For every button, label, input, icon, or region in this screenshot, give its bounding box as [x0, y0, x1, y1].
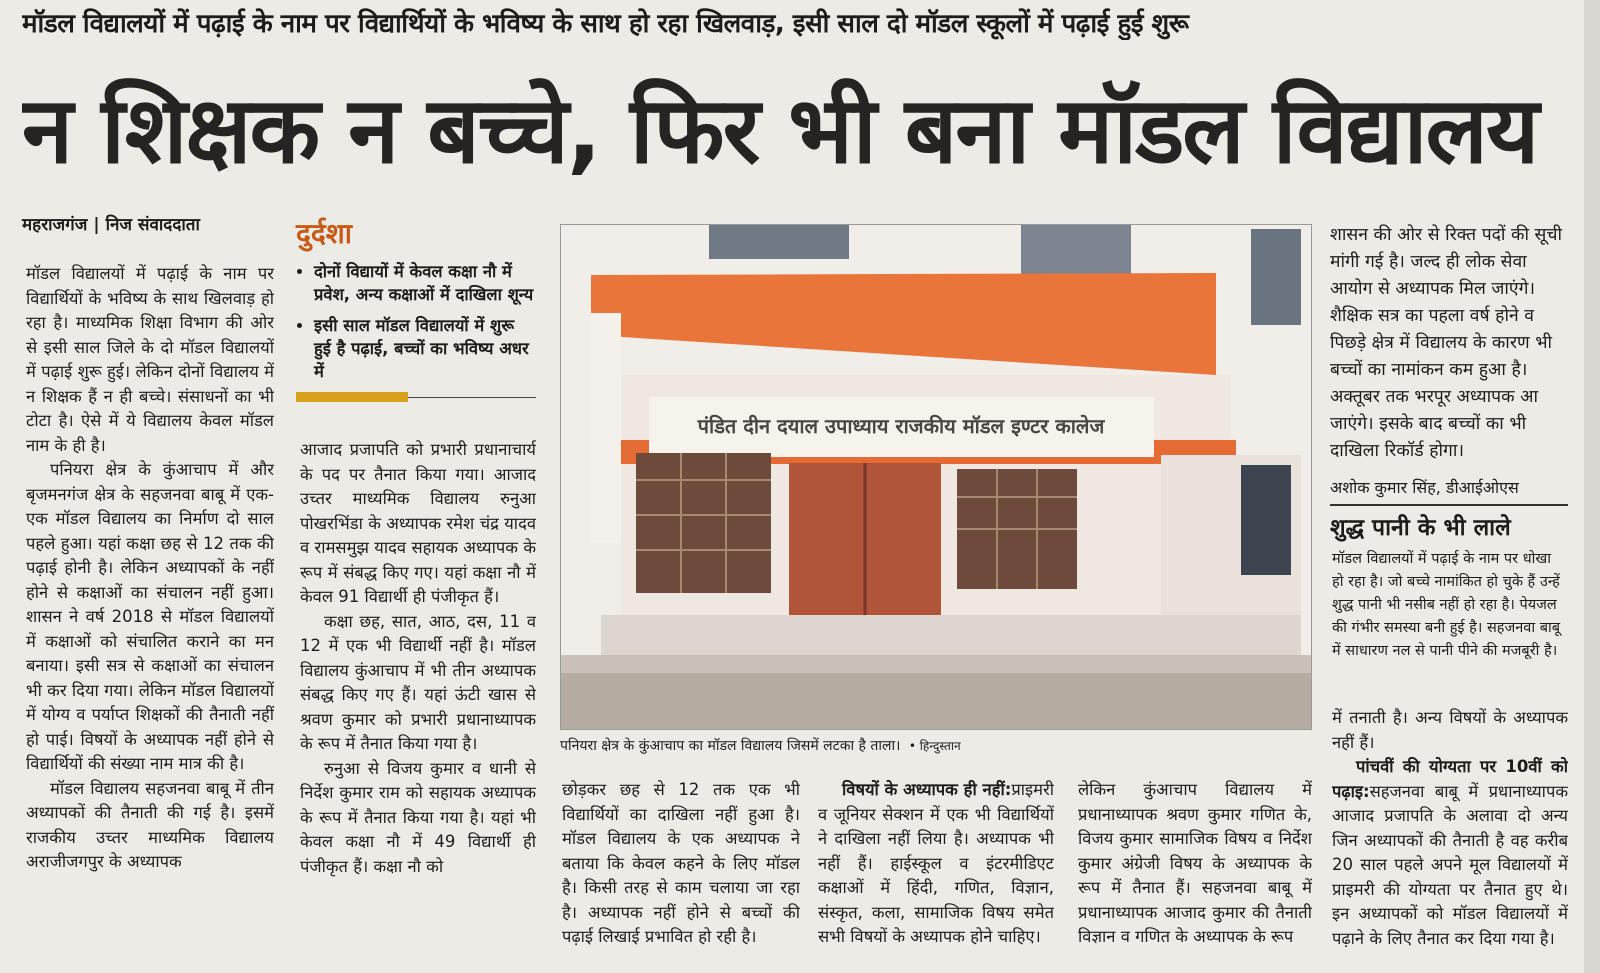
inline-subhead: पांचवीं की योग्यता पर 10वीं को पढ़ाइ: — [1332, 757, 1568, 801]
paragraph — [1332, 755, 1568, 951]
highlight-item: • दोनों विद्यायों में केवल कक्षा नौ में प्रवेश, अन्य कक्षाओं में दाखिला शून्य — [314, 260, 536, 306]
highlights-list — [296, 260, 536, 383]
byline-divider: | — [93, 215, 100, 235]
article-column-2 — [300, 438, 536, 963]
highlights-box — [296, 214, 536, 403]
photo-credit: • हिन्दुस्तान — [908, 739, 961, 753]
article-column-5 — [1078, 778, 1312, 963]
byline — [22, 212, 200, 235]
highlights-title: दुर्दशा — [296, 217, 353, 250]
byline-place: महराजगंज — [22, 215, 88, 235]
sidebox-title: शुद्ध पानी के भी लाले — [1330, 515, 1511, 541]
article-column-4 — [818, 778, 1054, 963]
paragraph: पनियरा क्षेत्र के कुंआचाप में और बृजमनगंज क्षेत्र के सहजनवा बाबू में एक-एक मॉडल विद्यालय का निर्माण दो साल पहले हुआ। यहां कक्षा छह से 12 तक की पढ़ाई होनी है। लेकिन अध्यापकों के नहीं होने से कक्षाओं का संचालन नहीं हुआ। शासन ने वर्ष 2018 से मॉडल विद्यालयों में कक्षाओं को संचालित कराने का मन बनाया। इसी सत्र से कक्षाओं का संचालन भी कर दिया गया। लेकिन मॉडल विद्यालयों में योग्य व पर्याप्त शिक्षकों की तैनाती नहीं हो पाई। विषयों के अध्यापक नहीं होने से विद्यार्थियों की संख्या नाम मात्र की है। — [26, 460, 274, 773]
paragraph — [818, 778, 1054, 950]
paragraph: में तनाती है। अन्य विषयों के अध्यापक नहीं हैं। — [1332, 708, 1568, 752]
paragraph: कक्षा छह, सात, आठ, दस, 11 व 12 में एक भी विद्यार्थी नहीं है। मॉडल विद्यालय कुंआचाप में भी तीन अध्यापक संबद्ध किए गए हैं। यहां ऊंटी खास से श्रवण कुमार को प्रभारी प्रधानाध्यापक के रूप में तैनात किया गया है। — [300, 611, 536, 753]
main-headline: न शिक्षक न बच्चे, फिर भी बना मॉडल विद्यालय — [22, 77, 1538, 184]
paragraph-text: सहजनवा बाबू में प्रधानाध्यापक आजाद प्रजापति के अलावा दो अन्य जिन अध्यापकों की तैनाती है वह करीब 20 साल पहले अपने मूल विद्यालयों में प्राइमरी की योग्यता पर तैनात हुए थे। इन अध्यापकों को मॉडल विद्यालयों में पढ़ाने के लिए तैनात कर दिया गया है। — [1332, 781, 1568, 948]
paragraph: आजाद प्रजापति को प्रभारी प्रधानाचार्य के पद पर तैनात किया गया। आजाद उच्तर माध्यमिक विद्यालय रुनुआ पोखरभिंडा के अध्यापक रमेश चंद्र यादव व रामसमुझ यादव सहायक अध्यापक के रूप में संबद्ध किए गए। यहां कक्षा नौ में केवल 91 विद्यार्थी ही पंजीकृत हैं। — [300, 440, 536, 606]
photo-caption — [560, 736, 1310, 755]
inline-subhead: विषयों के अध्यापक ही नहीं: — [842, 780, 1012, 799]
paragraph-text: प्राइमरी व जूनियर सेक्शन में एक भी विद्यार्थियों ने दाखिला नहीं लिया है। अध्यापक भी नहीं हैं। हाईस्कूल व इंटरमीडिएट कक्षाओं में हिंदी, गणित, विज्ञान, संस्कृत, कला, सामाजिक विषय समेत सभी विषयों के अध्यापक होने चाहिए। — [818, 780, 1054, 946]
paragraph: मॉडल विद्यालय सहजनवा बाबू में तीन अध्यापकों की तैनाती की गई है। इसमें राजकीय उच्तर माध्यमिक विद्यालय अराजीजगपुर के अध्यापक — [26, 778, 274, 871]
paragraph: लेकिन कुंआचाप विद्यालय में प्रधानाध्यापक श्रवण कुमार गणित के, विजय कुमार सामाजिक विषय व निर्देश कुमार अंग्रेजी विषय के अध्यापक के रूप में तैनात हैं। सहजनवा बाबू में प्रधानाध्यापक आजाद कुमार की तैनाती विज्ञान व गणित के अध्यापक के रूप — [1078, 780, 1312, 946]
highlights-divider — [296, 391, 536, 403]
school-building-photo — [560, 224, 1312, 730]
page-edge — [1584, 0, 1600, 973]
sidebox-text: मॉडल विद्यालयों में पढ़ाई के नाम पर धोखा हो रहा है। जो बच्चे नामांकित हो चुके हैं उन्हें शुद्ध पानी भी नसीब नहीं हो रहा है। पेयजल की गंभीर समस्या बनी हुई है। सहजनवा बाबू में साधारण नल से पानी पीने की मजबूरी है। — [1332, 551, 1561, 659]
byline-reporter: निज संवाददाता — [105, 215, 200, 235]
signboard-text: पंडित दीन दयाल उपाध्याय राजकीय मॉडल इण्टर कालेज — [697, 414, 1105, 438]
article-column-6: शासन की ओर से रिक्त पदों की सूची मांगी गई है। जल्द ही लोक सेवा आयोग से अध्यापक मिल जाएंगे। शैक्षिक सत्र का पहला वर्ष होने व पिछड़े क्षेत्र में विद्यालय के कारण भी बच्चों का नामांकन कम हुआ है। अक्तूबर तक भरपूर अध्यापक आ जाएंगे। इसके बाद बच्चों का भी दाखिला रिकॉर्ड होगा। — [1330, 225, 1563, 461]
article-column-7 — [1332, 706, 1568, 966]
paragraph: रुनुआ से विजय कुमार व धानी से निर्देश कुमार राम को सहायक अध्यापक के रूप में तैनात किया गया है। यहां भी केवल कक्षा नौ में 49 विद्यार्थी ही पंजीकृत हैं। कक्षा नौ को — [300, 758, 536, 876]
article-column-1 — [26, 262, 274, 962]
article-column-3 — [562, 778, 800, 963]
official-quote-signature — [1330, 476, 1568, 506]
highlight-item: • इसी साल मॉडल विद्यालयों में शुरू हुई है पढ़ाई, बच्चों का भविष्य अधर में — [314, 314, 536, 383]
paragraph: मॉडल विद्यालयों में पढ़ाई के नाम पर विद्यार्थियों के भविष्य के साथ खिलवाड़ हो रहा है। माध्यमिक शिक्षा विभाग की ओर से इसी साल जिले के दो मॉडल विद्यालयों में पढ़ाई शुरू हुई। लेकिन दोनों विद्यालय में न शिक्षक हैं न ही बच्चे। संसाधनों का भी टोटा है। ऐसे में ये विद्यालय केवल मॉडल नाम के ही है। — [26, 264, 274, 455]
official-designation: डीआईओएस — [1445, 478, 1519, 497]
caption-text: पनियरा क्षेत्र के कुंआचाप का मॉडल विद्यालय जिसमें लटका है ताला। — [560, 738, 901, 754]
kicker-headline: मॉडल विद्यालयों में पढ़ाई के नाम पर विद्यार्थियों के भविष्य के साथ हो रहा खिलवाड़, इसी साल दो मॉडल स्कूलों में पढ़ाई हुई शुरू — [22, 9, 1189, 39]
official-name: अशोक कुमार सिंह, — [1330, 478, 1441, 497]
paragraph: छोड़कर छह से 12 तक एक भी विद्यार्थियों का दाखिला नहीं हुआ है। मॉडल विद्यालय के एक अध्यापक ने बताया कि केवल कहने के लिए मॉडल है। किसी तरह से काम चलाया जा रहा है। अध्यापक नहीं होने से बच्चों की पढ़ाई लिखाई प्रभावित हो रही है। — [562, 780, 800, 946]
building-illustration — [561, 225, 1311, 729]
